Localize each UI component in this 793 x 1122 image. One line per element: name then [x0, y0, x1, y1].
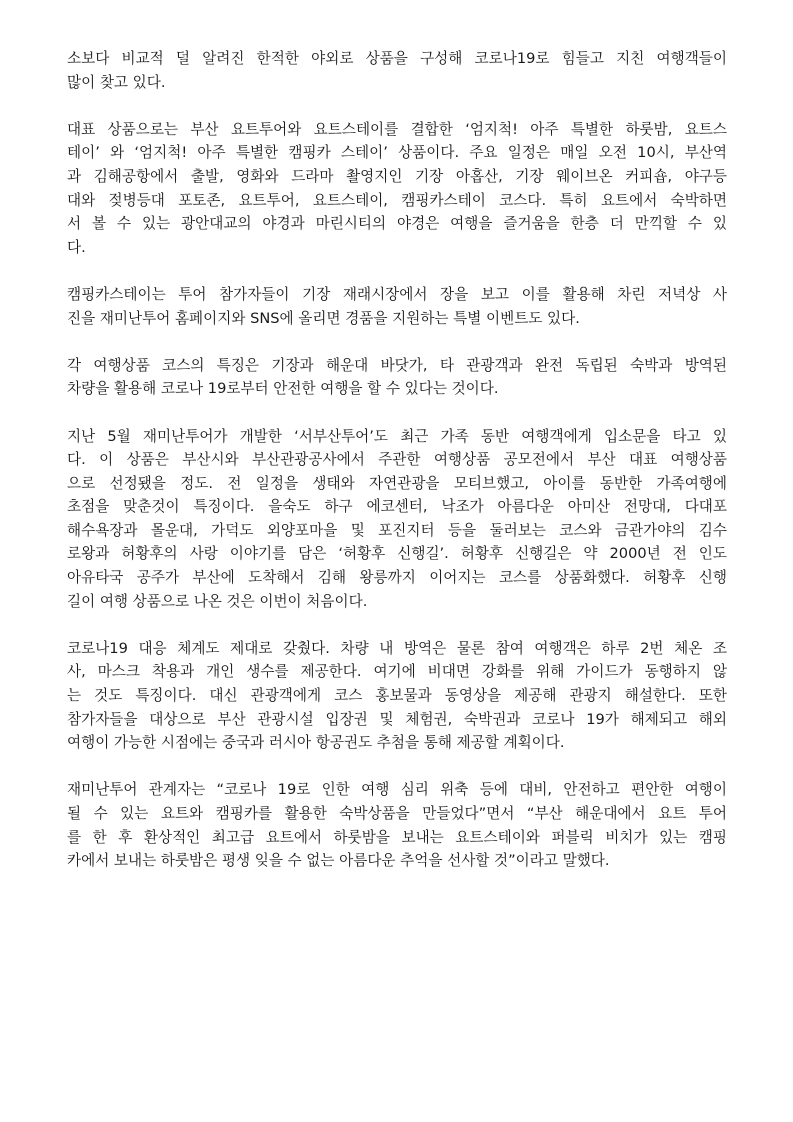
text-line: 서 볼 수 있는 광안대교의 야경과 마린시티의 야경은 여행을 즐거움을 한층 더 만끽할 수 있	[67, 215, 727, 233]
text-line: 다.	[67, 238, 86, 256]
text-line: 길이 여행 상품으로 나온 것은 이번이 처음이다.	[67, 592, 368, 610]
text-line: 사, 마스크 착용과 개인 생수를 제공한다. 여기에 비대면 강화를 위해 가이드가 동행하지 않	[67, 663, 727, 681]
text-line: 지난 5월 재미난투어가 개발한 ‘서부산투어’도 최근 가족 동반 여행객에게 입소문을 타고 있	[67, 427, 727, 445]
text-line: 소보다 비교적 덜 알려진 한적한 야외로 상품을 구성해 코로나19로 힘들고 지친 여행객들이	[67, 50, 727, 67]
text-line: 대와 젖병등대 포토존, 요트투어, 요트스테이, 캠핑카스테이 코스다. 특히 요트에서 숙박하면	[67, 191, 727, 209]
text-line: 많이 찾고 있다.	[67, 73, 166, 91]
text-line: 를 한 후 환상적인 최고급 요트에서 하룻밤을 보내는 요트스테이와 퍼블릭 비치가 있는 캠핑	[67, 828, 727, 846]
text-line: 으로 선정됐을 정도. 전 일정을 생태와 자연관광을 모티브했고, 아이를 동반한 가족여행에	[67, 474, 727, 492]
paragraph-6	[67, 637, 727, 755]
paragraph-5	[67, 425, 727, 614]
text-line: 아유타국 공주가 부산에 도착해서 김해 왕릉까지 이어지는 코스를 상품화했다. 허황후 신행	[67, 569, 727, 587]
text-line: 참가자들을 대상으로 부산 관광시설 입장권 및 체험권, 숙박권과 코로나 19가 해제되고 해외	[67, 710, 727, 728]
text-line: 진을 재미난투어 홈페이지와 SNS에 올리면 경품을 지원하는 특별 이벤트도 있다.	[67, 309, 580, 327]
text-line: 차량을 활용해 코로나 19로부터 안전한 여행을 할 수 있다는 것이다.	[67, 380, 499, 398]
text-line: 다. 이 상품은 부산시와 부산관광공사에서 주관한 여행상품 공모전에서 부산 대표 여행상품	[67, 451, 727, 469]
paragraph-2	[67, 118, 727, 260]
text-line: 는 것도 특징이다. 대신 관광객에게 코스 홍보물과 동영상을 제공해 관광지 해설한다. 또한	[67, 687, 727, 705]
text-line: 로왕과 허황후의 사랑 이야기를 담은 ‘허황후 신행길’. 허황후 신행길은 약 2000년 전 인도	[67, 545, 727, 563]
text-line: 여행이 가능한 시점에는 중국과 러시아 항공권도 추첨을 통해 제공할 계획이다.	[67, 734, 565, 752]
text-line: 캠핑카스테이는 투어 참가자들이 기장 재래시장에서 장을 보고 이를 활용해 차린 저녁상 사	[67, 285, 727, 303]
text-line: 초점을 맞춘것이 특징이다. 을숙도 하구 에코센터, 낙조가 아름다운 아미산 전망대, 다대포	[67, 498, 727, 516]
text-line: 해수욕장과 몰운대, 가덕도 외양포마을 및 포진지터 등을 둘러보는 코스와 금관가야의 김수	[67, 521, 727, 539]
text-line: 될 수 있는 요트와 캠핑카를 활용한 숙박상품을 만들었다”면서 “부산 해운대에서 요트 투어	[67, 805, 727, 822]
text-line: 대표 상품으로는 부산 요트투어와 요트스테이를 결합한 ‘엄지척! 아주 특별한 하룻밤, 요트스	[67, 120, 727, 138]
text-line: 코로나19 대응 체계도 제대로 갖췄다. 차량 내 방역은 물론 참여 여행객은 하루 2번 체온 조	[67, 639, 727, 657]
text-line: 과 김해공항에서 출발, 영화와 드라마 촬영지인 기장 아홉산, 기장 웨이브온 커피숍, 야구등	[67, 167, 727, 185]
paragraph-4	[67, 354, 727, 401]
text-line: 카에서 보내는 하룻밤은 평생 잊을 수 없는 아름다운 추억을 선사할 것”이라고 말했다.	[67, 852, 610, 870]
document-page	[67, 47, 727, 896]
paragraph-3	[67, 283, 727, 330]
paragraph-7	[67, 778, 727, 872]
text-line: 테이’ 와 ‘엄지척! 아주 특별한 캠핑카 스테이’ 상품이다. 주요 일정은 매일 오전 10시, 부산역	[67, 144, 727, 162]
text-line: 재미난투어 관계자는 “코로나 19로 인한 여행 심리 위축 등에 대비, 안전하고 편안한 여행이	[67, 781, 727, 799]
text-line: 각 여행상품 코스의 특징은 기장과 해운대 바닷가, 타 관광객과 완전 독립된 숙박과 방역된	[67, 356, 727, 374]
paragraph-1	[67, 47, 727, 94]
